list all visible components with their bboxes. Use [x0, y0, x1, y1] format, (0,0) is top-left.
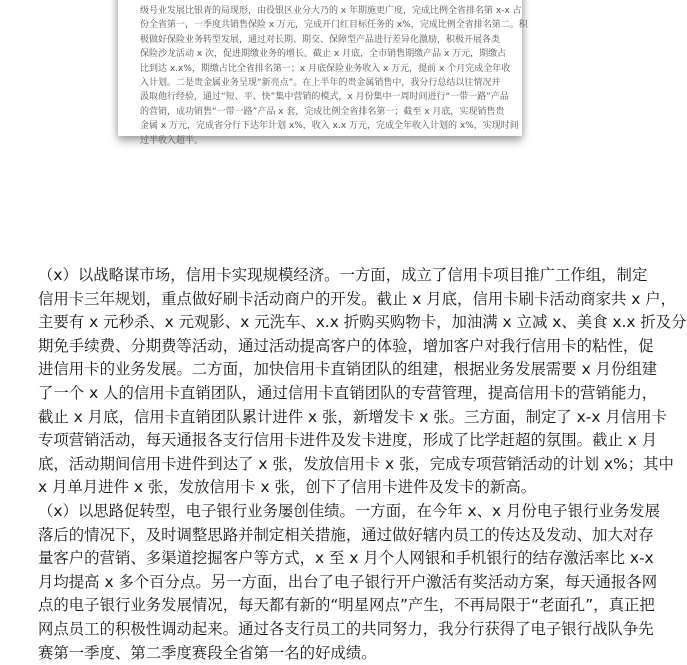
- body-line: （x）以战略谋市场，信用卡实现规模经济。一方面，成立了信用卡项目推广工作组，制定: [38, 264, 628, 288]
- body-line: x 月单月进件 x 张，发放信用卡 x 张，创下了信用卡进件及发卡的新高。: [38, 476, 628, 500]
- document-body: [38, 264, 628, 665]
- body-line: 专项营销活动，每天通报各支行信用卡进件及发卡进度，形成了比学赶超的氛围。截止 x 月: [38, 429, 628, 453]
- body-line: 赛第一季度、第二季度赛段全省第一名的好成绩。: [38, 642, 628, 665]
- scan-line: 入计划。二是贵金属业务呈现“新亮点”。在上半年的贵金属销售中，我分行总结以往情况并: [140, 76, 506, 90]
- scan-line: 级号业发展比银青的局现形，由役银区业分大乃的 x 年期施更广度，完成比例全省排名第 x-x 占: [140, 4, 506, 18]
- scan-line: 份全省第一，一季度共销售保险 x 万元，完成开门红目标任务的 x%，完成比例全省排名第二。积: [140, 18, 506, 32]
- body-line: 网点员工的积极性调动起来。通过各支行员工的共同努力，我分行获得了电子银行战队争先: [38, 618, 628, 642]
- body-line: 截止 x 月底，信用卡直销团队累计进件 x 张，新增发卡 x 张。三方面，制定了 x-x 月信用卡: [38, 406, 628, 430]
- body-line: 主要有 x 元秒杀、x 元观影、x 元洗车、x.x 折购买购物卡，加油满 x 立减 x、美食 x.x 折及分: [38, 311, 628, 335]
- scan-line: 极做好保险业务转型发展，通过对长期、期交、保障型产品进行差异化激励，积极开展各类: [140, 33, 506, 47]
- scan-line: 金属 x 万元，完成省分行下达年计划 x%，收入 x.x 万元，完成全年收入计划的 x%，实现时间: [140, 119, 506, 133]
- scanned-page-excerpt: [118, 0, 522, 136]
- body-line: 落后的情况下，及时调整思路并制定相关措施，通过做好辖内员工的传达及发动、加大对存: [38, 524, 628, 548]
- scanned-page-text: [140, 4, 506, 148]
- body-line: 点的电子银行业务发展情况，每天都有新的“明星网点”产生，不再局限于“老面孔”，真正把: [38, 594, 628, 618]
- body-line: 了一个 x 人的信用卡直销团队，通过信用卡直销团队的专营管理，提高信用卡的营销能力，: [38, 382, 628, 406]
- body-line: （x）以思路促转型，电子银行业务屡创佳绩。一方面，在今年 x、x 月份电子银行业务发展: [38, 500, 628, 524]
- scan-line: 比到达 x.x%，期缴占比全省排名第一；x 月底保险业务收入 x 万元，提前 x 个月完成全年收: [140, 62, 506, 76]
- scan-line: 保险沙龙活动 x 次，促进期缴业务的增长。截止 x 月底，全市销售期缴产品 x 万元，期缴占: [140, 47, 506, 61]
- body-line: 期免手续费、分期费等活动，通过活动提高客户的体验，增加客户对我行信用卡的粘性，促: [38, 335, 628, 359]
- body-line: 信用卡三年规划，重点做好刷卡活动商户的开发。截止 x 月底，信用卡刷卡活动商家共 x 户，: [38, 288, 628, 312]
- scan-line: 过半收入超半。: [140, 134, 506, 148]
- body-line: 底，活动期间信用卡进件到达了 x 张，发放信用卡 x 张，完成专项营销活动的计划 x%；其中: [38, 453, 628, 477]
- body-line: 进信用卡的业务发展。二方面，加快信用卡直销团队的组建，根据业务发展需要 x 月份组建: [38, 358, 628, 382]
- body-line: 月均提高 x 多个百分点。另一方面，出台了电子银行开户激活有奖活动方案，每天通报各网: [38, 571, 628, 595]
- scan-line: 汲取他行经验，通过“短、平、快”集中营销的模式，x 月份集中一周时间进行“一带一路”产品: [140, 90, 506, 104]
- body-line: 量客户的营销、多渠道挖掘客户等方式，x 至 x 月个人网银和手机银行的结存激活率比 x-x: [38, 547, 628, 571]
- scan-line: 的营销，成功销售“一带一路”产品 x 套，完成比例全省排名第一；截至 x 月底，实现销售贵: [140, 105, 506, 119]
